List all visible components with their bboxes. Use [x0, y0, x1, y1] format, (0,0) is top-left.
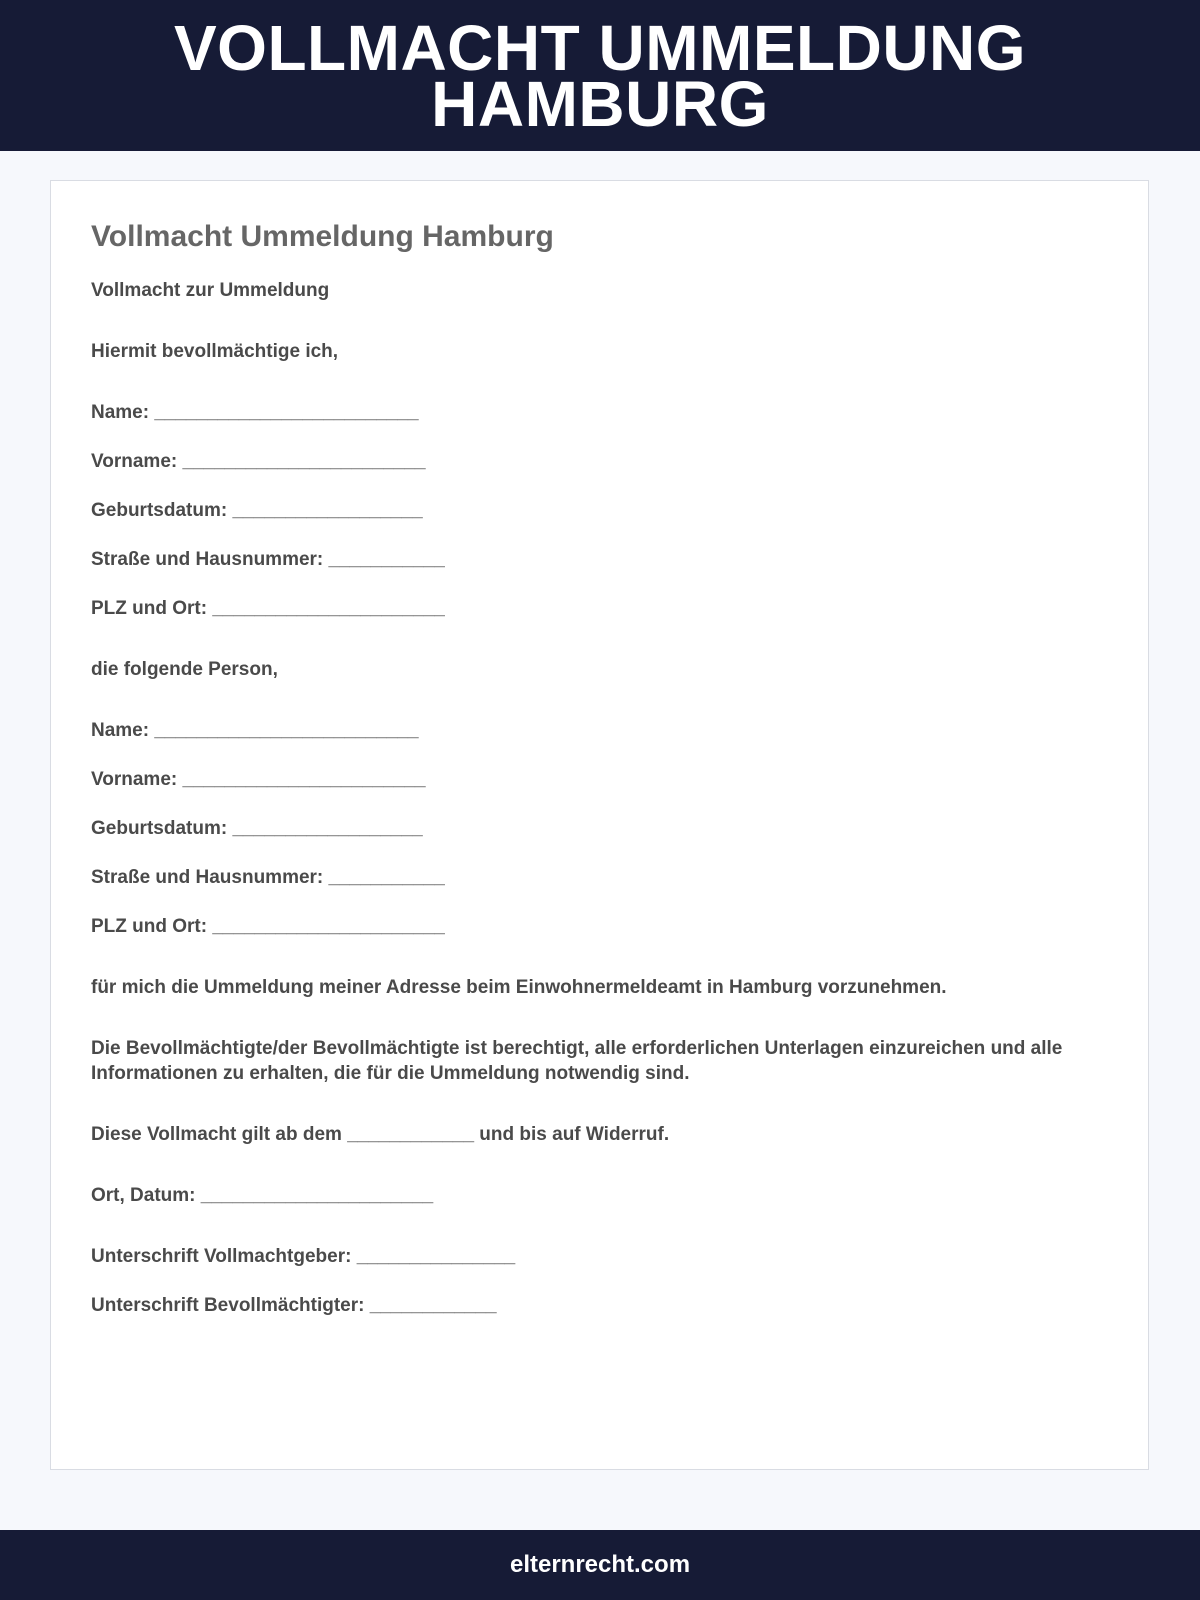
agent-name-field: Name: _________________________	[91, 720, 419, 741]
purpose-text: für mich die Ummeldung meiner Adresse beim Einwohnermeldeamt in Hamburg vorzunehmen.	[91, 977, 947, 998]
agent-vorname-field: Vorname: _______________________	[91, 769, 426, 790]
validity-text: Diese Vollmacht gilt ab dem ____________ und bis auf Widerruf.	[91, 1124, 670, 1145]
grantor-name-field: Name: _________________________	[91, 402, 419, 423]
page-header	[0, 0, 1200, 151]
agent-geburtsdatum-field: Geburtsdatum: __________________	[91, 818, 423, 839]
signature-agent-field: Unterschrift Bevollmächtigter: ____________	[91, 1295, 497, 1316]
grantor-strasse-field: Straße und Hausnummer: ___________	[91, 549, 445, 570]
header-title: VOLLMACHT UMMELDUNG HAMBURG	[173, 11, 1027, 140]
agent-plz-ort-field: PLZ und Ort: ______________________	[91, 916, 445, 937]
page-footer	[0, 1530, 1200, 1600]
authority-text: Die Bevollmächtigte/der Bevollmächtigte ist berechtigt, alle erforderlichen Unterlagen einzureichen und alle Informationen zu erhalten, die für die Ummeldung notwendig sind.	[91, 1038, 1068, 1084]
transition-text: die folgende Person,	[91, 659, 278, 680]
footer-site: elternrecht.com	[509, 1551, 691, 1578]
document-heading: Vollmacht Ummeldung Hamburg	[91, 220, 554, 253]
place-date-field: Ort, Datum: ______________________	[91, 1185, 434, 1206]
agent-strasse-field: Straße und Hausnummer: ___________	[91, 867, 445, 888]
grantor-geburtsdatum-field: Geburtsdatum: __________________	[91, 500, 423, 521]
grantor-vorname-field: Vorname: _______________________	[91, 451, 426, 472]
signature-grantor-field: Unterschrift Vollmachtgeber: _______________	[91, 1246, 516, 1267]
document-card	[50, 180, 1149, 1470]
grantor-plz-ort-field: PLZ und Ort: ______________________	[91, 598, 445, 619]
intro-text: Hiermit bevollmächtige ich,	[91, 341, 339, 362]
document-subtitle: Vollmacht zur Ummeldung	[91, 280, 330, 301]
